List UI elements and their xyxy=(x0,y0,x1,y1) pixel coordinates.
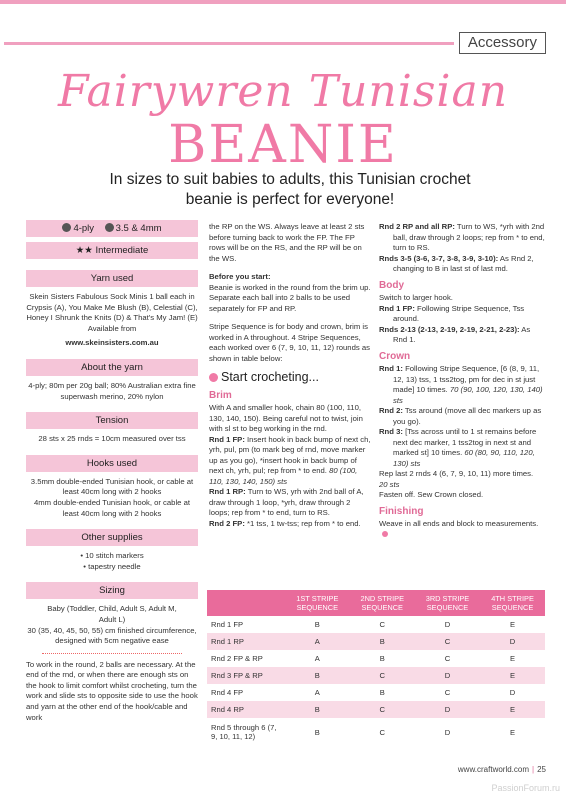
crown-heading: Crown xyxy=(379,350,411,362)
table-cell: Rnd 1 FP xyxy=(207,616,285,633)
tension-heading: Tension xyxy=(26,412,198,429)
table-cell: B xyxy=(285,701,350,718)
stripe-text: Stripe Sequence is for body and crown, brim is worked in A throughout. 4 Stripe Sequences, each worked over 6 (7, 9, 10, 11, 12) rounds as shown in table below: xyxy=(209,322,370,363)
supplies-item: • tapestry needle xyxy=(83,561,141,571)
info-sidebar xyxy=(26,220,198,727)
section-rule xyxy=(4,42,454,45)
supplies-item: • 10 stitch markers xyxy=(80,551,144,561)
table-cell: A xyxy=(285,633,350,650)
table-cell: C xyxy=(350,616,415,633)
table-header-cell: 4TH STRIPE SEQUENCE xyxy=(480,590,545,616)
table-header-cell: 3RD STRIPE SEQUENCE xyxy=(415,590,480,616)
working-note: To work in the round, 2 balls are necessary. At the end of the rnd, or when there are enough sts on the hook to limit comfort whilst crocheting, turn the work and slide sts to opposite side to use the hook and yarn at the other end of the hook/cable and work xyxy=(26,659,198,722)
table-cell: E xyxy=(480,650,545,667)
table-header-row xyxy=(207,590,545,616)
table-cell: B xyxy=(350,684,415,701)
table-cell: C xyxy=(415,633,480,650)
footer-site[interactable]: www.craftworld.com xyxy=(457,765,530,774)
brim-rnd1-fp: Rnd 1 FP: Insert hook in back bump of next ch, yrh, pul, pm (to mark beg of rnd, move marker up as you go), *insert hook in back bump of next ch, yrh, pul; rep from * to end. 80 (100, 110, 130, 140, 150) sts xyxy=(209,434,371,486)
table-cell: Rnd 2 FP & RP xyxy=(207,650,285,667)
stars-icon: ★★ xyxy=(75,245,93,256)
before-heading: Before you start: xyxy=(209,272,271,281)
table-cell: B xyxy=(285,667,350,684)
body-text: Switch to larger hook. xyxy=(379,293,453,302)
table-cell: C xyxy=(350,718,415,746)
table-cell: C xyxy=(350,701,415,718)
table-row xyxy=(207,667,545,684)
hook-label: 3.5 & 4mm xyxy=(115,223,162,234)
brim-text: With A and smaller hook, chain 80 (100, 110, 130, 140, 150). Being careful not to twist, join with sl st to beg working in the rnd. xyxy=(209,403,363,433)
pattern-column-2 xyxy=(209,222,371,529)
page-number: 25 xyxy=(537,765,546,774)
level-label: Intermediate xyxy=(95,245,149,256)
sizing-text-1: Baby (Toddler, Child, Adult S, Adult M, Adult L) xyxy=(47,604,177,624)
hooks-text-1: 3.5mm double-ended Tunisian hook, or cable at least 40cm long with 2 hooks xyxy=(30,476,194,497)
table-cell: E xyxy=(480,718,545,746)
table-cell: C xyxy=(415,684,480,701)
section-tab xyxy=(459,32,546,54)
table-cell: E xyxy=(480,616,545,633)
rnd2-rp: Rnd 2 RP and all RP: Turn to WS, *yrh with 2nd ball, draw through 2 loops; rep from * to end, turn to RS. xyxy=(379,222,545,252)
ply-label: 4-ply xyxy=(73,223,95,234)
yarn-used-text: Skein Sisters Fabulous Sock Minis 1 ball each in Crypsis (A), You Make Me Blush (B), Celestial (C), Honey I Shrunk the Knits (D) & That's My Jam! (E) Available from xyxy=(26,292,198,333)
table-cell: B xyxy=(285,718,350,746)
intro-text: the RP on the WS. Always leave at least 2 sts before turning back to work the FP. The FP rows will be on the RS, and the RP will be on the WS. xyxy=(209,222,365,263)
crown-rnd1: Rnd 1: Following Stripe Sequence, [6 (8, 9, 11, 12, 13) tss, 1 tss2tog, pm for dec in st just made] 10 times. 70 (90, 100, 120, 130, 140) sts xyxy=(379,364,543,405)
table-cell: A xyxy=(285,684,350,701)
yarn-used-url[interactable]: www.skeinsisters.com.au xyxy=(65,338,159,348)
table-cell: Rnd 1 RP xyxy=(207,633,285,650)
crown-rnd2: Rnd 2: Tss around (move all dec markers up as you go). xyxy=(379,406,542,426)
brim-rnd2-fp: Rnd 2 FP: *1 tss, 1 tw-tss; rep from * to end. xyxy=(209,518,361,528)
subtitle: In sizes to suit babies to adults, this Tunisian crochet beanie is perfect for everyone! xyxy=(109,171,471,208)
table-cell: D xyxy=(415,718,480,746)
title-line-2: BEANIE xyxy=(168,115,398,175)
crown-rnd3: Rnd 3: [Tss across until to 1 st remains before next dec marker, 1 tss2tog in next st and marked st] 10 times. 60 (80, 90, 110, 120, 130) sts xyxy=(379,427,537,468)
yarn-ball-icon xyxy=(62,223,71,232)
brim-heading: Brim xyxy=(209,389,232,401)
table-row xyxy=(207,616,545,633)
finishing-heading: Finishing xyxy=(379,505,424,517)
hooks-text-2: 4mm double-ended Tunisian hook, or cable at least 40cm long with 2 hooks xyxy=(34,497,190,518)
table-cell: E xyxy=(480,701,545,718)
dotted-divider xyxy=(42,653,182,654)
sizing-text-2: 30 (35, 40, 45, 50, 55) cm finished circumference, designed with 5cm negative ease xyxy=(27,625,197,646)
table-cell: D xyxy=(415,701,480,718)
bullet-icon xyxy=(209,373,218,382)
table-header-cell: 1ST STRIPE SEQUENCE xyxy=(285,590,350,616)
table-cell: Rnd 3 FP & RP xyxy=(207,667,285,684)
table-cell: D xyxy=(415,667,480,684)
pattern-column-3 xyxy=(379,222,545,540)
table-header-cell xyxy=(207,590,285,616)
table-row xyxy=(207,633,545,650)
table-cell: E xyxy=(480,667,545,684)
table-cell: B xyxy=(350,650,415,667)
section-label: Accessory xyxy=(467,34,537,51)
brim-rnd1-rp: Rnd 1 RP: Turn to WS, yrh with 2nd ball of A, draw through 1 loop, *yrh, draw through 2 loops; rep from * to end, turn to RS. xyxy=(209,487,364,517)
stripe-sequence-table xyxy=(207,590,545,746)
body-heading: Body xyxy=(379,279,404,291)
end-mark-icon xyxy=(382,531,388,537)
level-chip xyxy=(26,242,198,259)
ply-hook-chip xyxy=(26,220,198,237)
hook-icon xyxy=(105,223,114,232)
rnds-3-5: Rnds 3-5 (3-6, 3-7, 3-8, 3-9, 3-10): As Rnd 2, changing to B in last st of last md. xyxy=(379,253,534,273)
fasten-off: Fasten off. Sew Crown closed. xyxy=(379,490,484,499)
table-cell: Rnd 4 FP xyxy=(207,684,285,701)
page-footer: www.craftworld.com | 25 xyxy=(457,765,546,774)
title-line-1: Fairywren Tunisian xyxy=(57,66,509,117)
body-rnds-2-13: Rnds 2-13 (2-13, 2-19, 2-19, 2-21, 2-23): As Rnd 1. xyxy=(379,324,531,344)
table-row xyxy=(207,650,545,667)
table-row xyxy=(207,684,545,701)
table-cell: B xyxy=(285,616,350,633)
tension-text: 28 sts x 25 rnds = 10cm measured over tss xyxy=(38,434,186,444)
table-cell: D xyxy=(480,633,545,650)
about-yarn-text: 4-ply; 80m per 20g ball; 80% Australian extra fine superwash merino, 20% nylon xyxy=(28,380,196,401)
before-text: Beanie is worked in the round from the brim up. Separate each ball into 2 balls to be used separately for FP and RP. xyxy=(209,282,371,313)
table-cell: D xyxy=(480,684,545,701)
body-rnd1: Rnd 1 FP: Following Stripe Sequence, Tss around. xyxy=(379,303,525,323)
finishing-text: Weave in all ends and block to measurements. xyxy=(379,519,545,540)
sizing-heading: Sizing xyxy=(26,582,198,599)
watermark: PassionForum.ru xyxy=(491,783,560,793)
hooks-heading: Hooks used xyxy=(26,455,198,472)
table-row xyxy=(207,718,545,746)
table-cell: C xyxy=(415,650,480,667)
yarn-used-heading: Yarn used xyxy=(26,270,198,287)
crown-repeat: Rep last 2 rnds 4 (6, 7, 9, 10, 11) more times. xyxy=(379,469,534,478)
table-cell: Rnd 5 through 6 (7, 9, 10, 11, 12) xyxy=(207,718,285,746)
table-cell: B xyxy=(350,633,415,650)
table-cell: C xyxy=(350,667,415,684)
supplies-heading: Other supplies xyxy=(26,529,198,546)
table-cell: D xyxy=(415,616,480,633)
about-yarn-heading: About the yarn xyxy=(26,359,198,376)
start-heading: Start crocheting... xyxy=(209,372,371,383)
table-cell: A xyxy=(285,650,350,667)
table-cell: Rnd 4 RP xyxy=(207,701,285,718)
crown-repeat-count: 20 sts xyxy=(379,479,400,489)
top-accent-bar xyxy=(0,0,566,4)
table-row xyxy=(207,701,545,718)
table-header-cell: 2ND STRIPE SEQUENCE xyxy=(350,590,415,616)
